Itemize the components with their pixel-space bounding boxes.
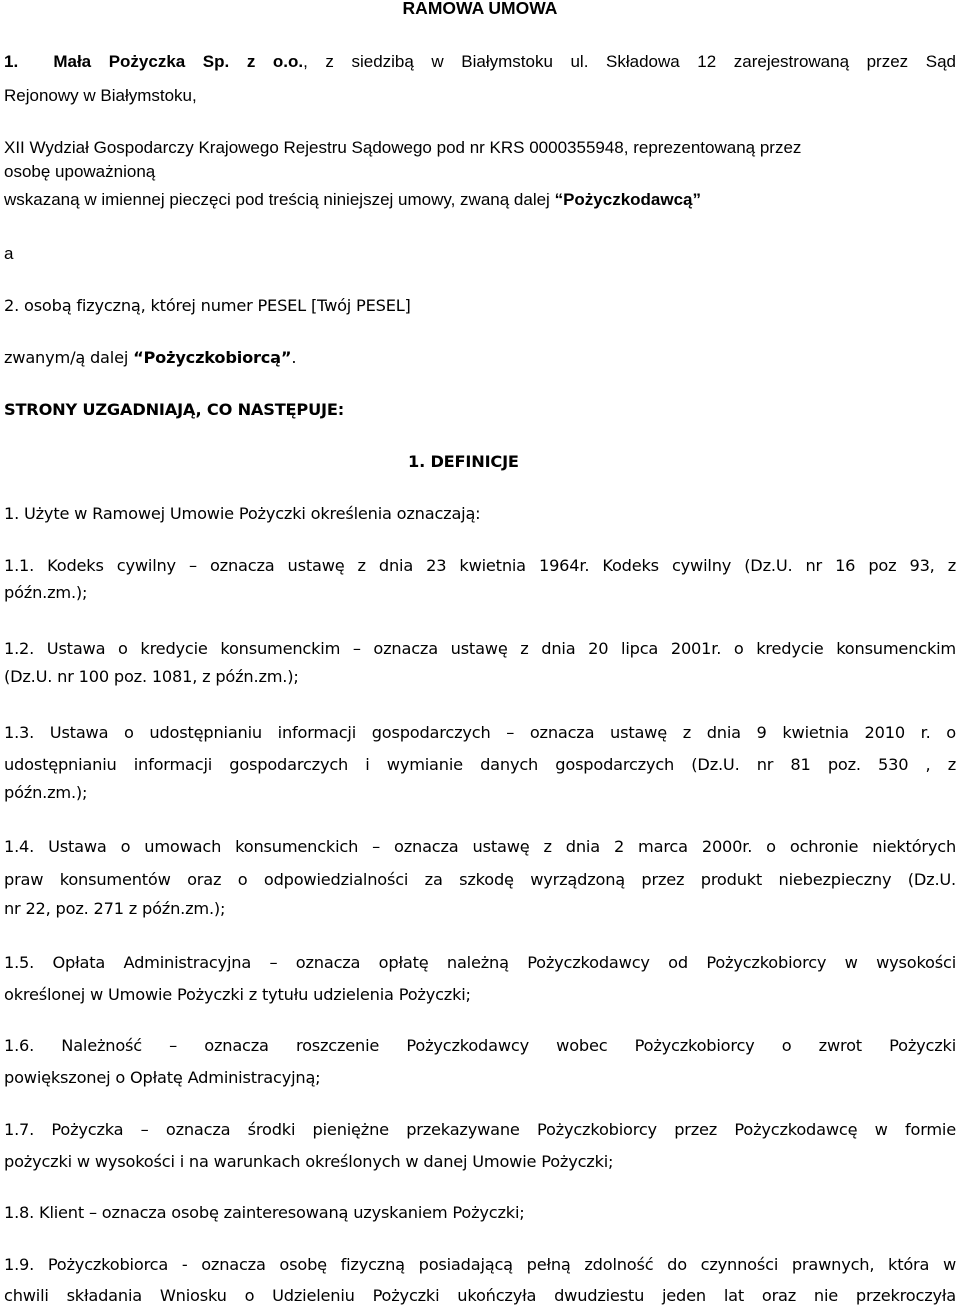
party1-line5-text: wskazaną w imiennej pieczęci pod treścią niniejszej umowy, zwaną dalej (4, 190, 555, 209)
definition-1-2-line2: (Dz.U. nr 100 poz. 1081, z późn.zm.); (4, 667, 299, 686)
party2-line2-end: . (291, 348, 297, 367)
party1-number: 1. (4, 52, 19, 71)
agreement-heading: STRONY UZGADNIAJĄ, CO NASTĘPUJE: (4, 400, 344, 419)
definition-1-4-line1: 1.4. Ustawa o umowach konsumenckich – oznacza ustawę z dnia 2 marca 2000r. o ochronie niektórych (4, 837, 956, 856)
definition-1-4-line2: praw konsumentów oraz o odpowiedzialności za szkodę wyrządzoną przez produkt niebezpieczny (Dz.U. (4, 870, 956, 889)
party1-line2: Rejonowy w Białymstoku, (4, 86, 197, 105)
definition-1-1-line1: 1.1. Kodeks cywilny – oznacza ustawę z dnia 23 kwietnia 1964r. Kodeks cywilny (Dz.U. nr 16 poz 93, z (4, 556, 956, 575)
definition-1-6-line2: powiększonej o Opłatę Administracyjną; (4, 1068, 321, 1087)
borrower-role: “Pożyczkobiorcą” (133, 348, 292, 367)
party1-line4: osobę upoważnioną (4, 162, 156, 181)
party1-address: , z siedzibą w Białymstoku ul. Składowa 12 zarejestrowaną przez Sąd (303, 52, 956, 71)
party2-line2-text: zwanym/ą dalej (4, 348, 134, 367)
definition-1-6-line1: 1.6. Należność – oznacza roszczenie Pożyczkodawcy wobec Pożyczkobiorcy o zwrot Pożyczki (4, 1036, 956, 1055)
definition-1-8-line1: 1.8. Klient – oznacza osobę zainteresowaną uzyskaniem Pożyczki; (4, 1203, 525, 1222)
definition-1-7-line2: pożyczki w wysokości i na warunkach określonych w danej Umowie Pożyczki; (4, 1152, 614, 1171)
party2-line1: 2. osobą fizyczną, której numer PESEL [Twój PESEL] (4, 296, 411, 315)
definition-1-9-line1: 1.9. Pożyczkobiorca - oznacza osobę fizyczną posiadającą pełną zdolność do czynności prawnych, która w (4, 1255, 956, 1274)
definition-1-5-line2: określonej w Umowie Pożyczki z tytułu udzielenia Pożyczki; (4, 985, 471, 1004)
party1-line3: XII Wydział Gospodarczy Krajowego Rejestru Sądowego pod nr KRS 0000355948, reprezentowaną przez (4, 138, 802, 157)
party1-line5 (4, 189, 701, 211)
section-heading-text: 1. DEFINICJE (408, 452, 519, 471)
party1-line1 (4, 51, 956, 73)
definitions-intro: 1. Użyte w Ramowej Umowie Pożyczki określenia oznaczają: (4, 504, 481, 523)
lender-role: “Pożyczkodawcą” (554, 190, 702, 209)
definition-1-3-line2: udostępnianiu informacji gospodarczych i wymianie danych gospodarczych (Dz.U. nr 81 poz. 530 , z (4, 755, 956, 774)
section-heading (408, 451, 519, 473)
definition-1-1-line2: późn.zm.); (4, 583, 88, 602)
party2-line2 (4, 347, 296, 369)
definition-1-9-line2: chwili składania Wniosku o Udzieleniu Pożyczki ukończyła dwudziestu jeden lat oraz nie przekroczyła (4, 1286, 956, 1305)
document-title: RAMOWA UMOWA (402, 0, 558, 18)
lender-name: Mała Pożyczka Sp. z o.o. (53, 52, 304, 71)
conjunction: a (4, 244, 14, 263)
definition-1-3-line1: 1.3. Ustawa o udostępnianiu informacji gospodarczych – oznacza ustawę z dnia 9 kwietnia 2010 r. o (4, 723, 956, 742)
definition-1-2-line1: 1.2. Ustawa o kredycie konsumenckim – oznacza ustawę z dnia 20 lipca 2001r. o kredycie konsumenckim (4, 639, 956, 658)
definition-1-4-line3: nr 22, poz. 271 z późn.zm.); (4, 899, 226, 918)
definition-1-5-line1: 1.5. Opłata Administracyjna – oznacza opłatę należną Pożyczkodawcy od Pożyczkobiorcy w wysokości (4, 953, 956, 972)
definition-1-3-line3: późn.zm.); (4, 783, 88, 802)
definition-1-7-line1: 1.7. Pożyczka – oznacza środki pieniężne przekazywane Pożyczkobiorcy przez Pożyczkodawcę w formie (4, 1120, 956, 1139)
